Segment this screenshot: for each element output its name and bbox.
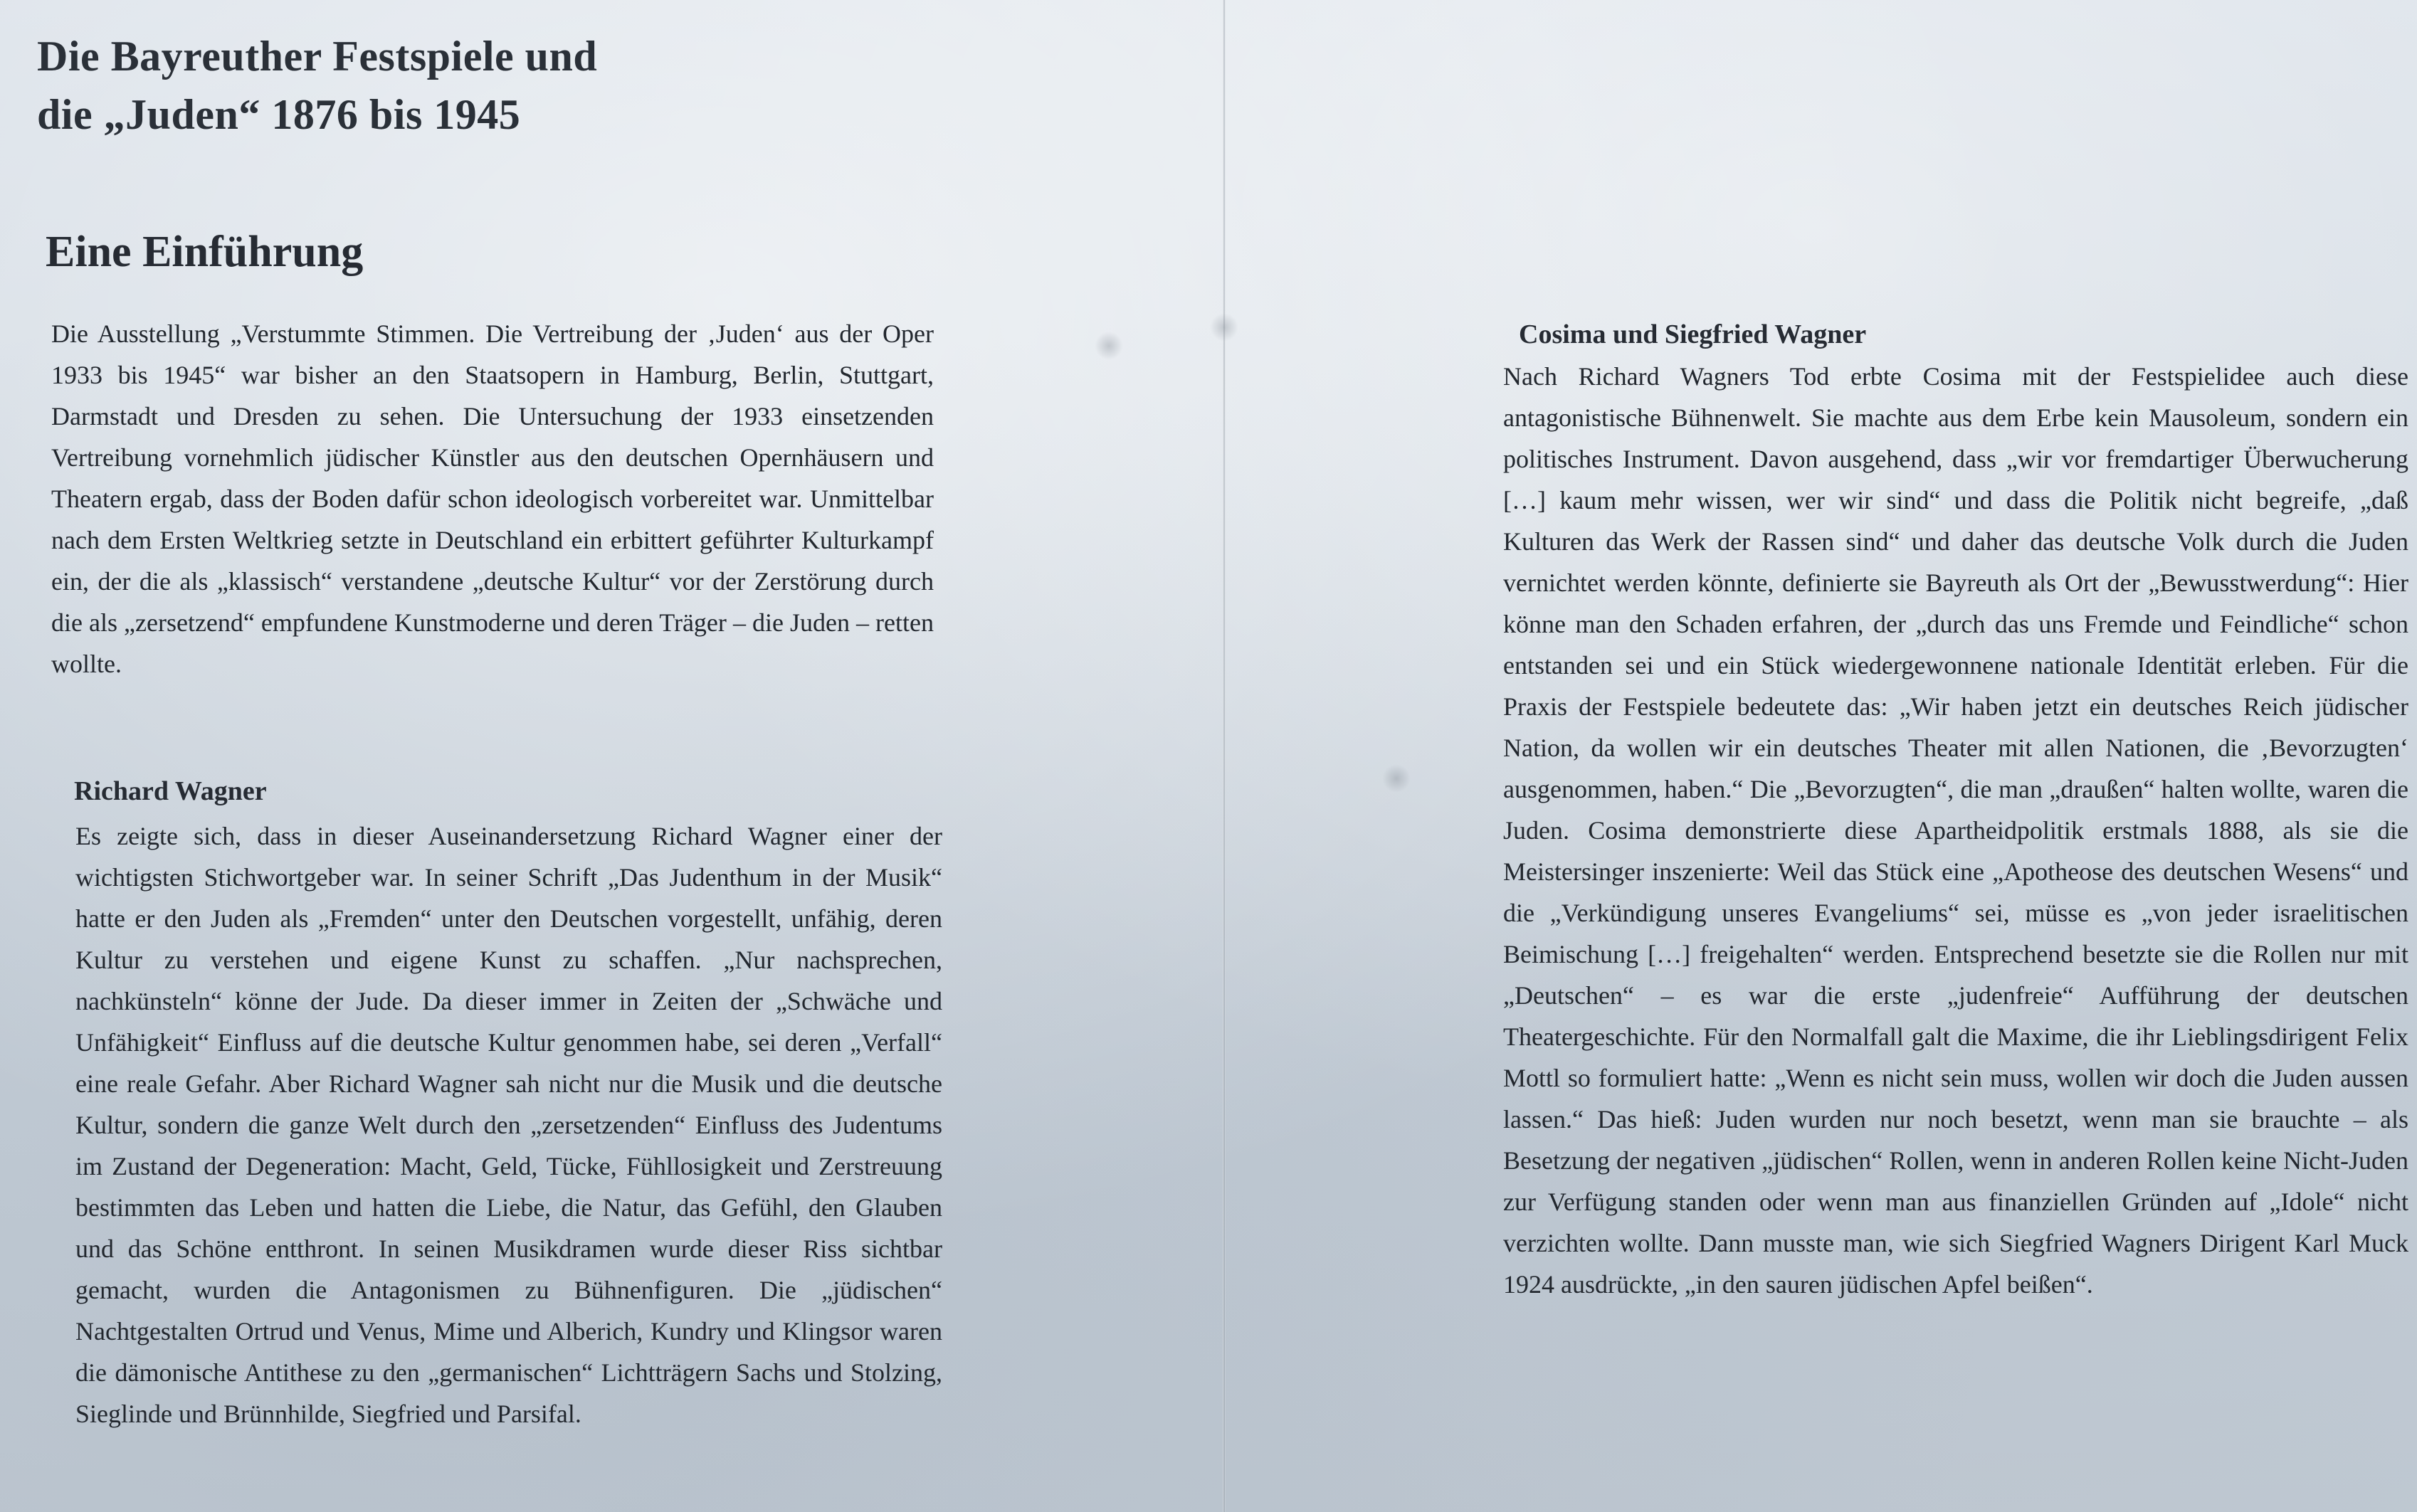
surface-smudge [1210,313,1238,342]
section-heading-richard-wagner: Richard Wagner [74,776,267,806]
surface-smudge [1382,764,1411,793]
panel-divider [1223,0,1226,1512]
surface-smudge [1095,332,1123,360]
intro-heading: Eine Einführung [46,228,364,276]
title-line-2: die „Juden“ 1876 bis 1945 [37,91,521,138]
cosima-siegfried-paragraph [1503,356,2408,1305]
intro-text: Die Ausstellung „Verstummte Stimmen. Die Vertreibung der ‚Juden‘ aus der Oper 1933 bis 1945“ war bisher an den Staatsopern in Hamburg, Berlin, Stuttgart, Darmstadt und Dresden zu sehen. Die Untersuchung der 1933 einsetzenden Vertreibung vornehmlich jüdischer Künstler aus den deutschen Opernhäusern und Theatern ergab, dass der Boden dafür schon ideologisch vorbereitet war. Unmittelbar nach dem Ersten Weltkrieg setzte in Deutschland ein erbittert geführter Kulturkampf ein, der die als „klassisch“ verstandene „deutsche Kultur“ vor der Zerstörung durch die als „zersetzend“ empfundene Kunstmoderne und deren Träger – die Juden – retten wollte. [51,319,934,678]
intro-paragraph [51,313,934,684]
richard-wagner-text: Es zeigte sich, dass in dieser Auseinandersetzung Richard Wagner einer der wichtigsten Stichwortgeber war. In seiner Schrift „Das Judenthum in der Musik“ hatte er den Juden als „Fremden“ unter den Deutschen vorgestellt, unfähig, deren Kultur zu verstehen und eigene Kunst zu schaffen. „Nur nachsprechen, nachkünsteln“ könne der Jude. Da dieser immer in Zeiten der „Schwäche und Unfähigkeit“ Einfluss auf die deutsche Kultur genommen habe, sei deren „Verfall“ eine reale Gefahr. Aber Richard Wagner sah nicht nur die Musik und die deutsche Kultur, sondern die ganze Welt durch den „zersetzenden“ Einfluss des Judentums im Zustand der Degeneration: Macht, Geld, Tücke, Fühllosigkeit und Zerstreuung bestimmten das Leben und hatten die Liebe, die Natur, das Gefühl, den Glauben und das Schöne entthront. In seinen Musikdramen wurde dieser Riss sichtbar gemacht, wurden die Antagonismen zu Bühnenfiguren. Die „jüdischen“ Nachtgestalten Ortrud und Venus, Mime und Alberich, Kundry und Klingsor waren die dämonische Antithese zu den „germanischen“ Lichtträgern Sachs und Stolzing, Sieglinde und Brünnhilde, Siegfried und Parsifal. [75,822,942,1428]
cosima-siegfried-text: Nach Richard Wagners Tod erbte Cosima mit der Festspielidee auch diese antagonistische Bühnenwelt. Sie machte aus dem Erbe kein Mausoleum, sondern ein politisches Instrument. Davon ausgehend, dass „wir vor fremdartiger Überwucherung […] kaum mehr wissen, wer wir sind“ und dass die Politik nicht begreife, „daß Kulturen das Werk der Rassen sind“ und daher das deutsche Volk durch die Juden vernichtet werden könnte, definierte sie Bayreuth als Ort der „Bewusstwerdung“: Hier könne man den Schaden erfahren, der „durch das uns Fremde und Feindliche“ schon entstanden sei und ein Stück wiedergewonnene nationale Identität erleben. Für die Praxis der Festspiele bedeutete das: „Wir haben jetzt ein deutsches Reich jüdischer Nation, da wollen wir ein deutsches Theater mit allen Nationen, die ‚Bevorzugten‘ ausgenommen, haben.“ Die „Bevorzugten“, die man „draußen“ halten wollte, waren die Juden. Cosima demonstrierte diese Apartheidpolitik erstmals 1888, als sie die Meistersinger inszenierte: Weil das Stück eine „Apotheose des deutschen Wesens“ und die „Verkündigung unseres Evangeliums“ sei, müsse es „von jeder israelitischen Beimischung […] freigehalten“ werden. Entsprechend besetzte sie die Rollen nur mit „Deutschen“ – es war die erste „judenfreie“ Aufführung der deutschen Theatergeschichte. Für den Normalfall galt die Maxime, die ihr Lieblingsdirigent Felix Mottl so formuliert hatte: „Wenn es nicht sein muss, wollen wir doch die Juden aussen lassen.“ Das hieß: Juden wurden nur noch besetzt, wenn man sie brauchte – als Besetzung der negativen „jüdischen“ Rollen, wenn in anderen Rollen keine Nicht-Juden zur Verfügung standen oder wenn man aus finanziellen Gründen auf „Idole“ nicht verzichten wollte. Dann musste man, wie sich Siegfried Wagners Dirigent Karl Muck 1924 ausdrückte, „in den sauren jüdischen Apfel beißen“. [1503,362,2408,1299]
page-title [37,27,891,144]
richard-wagner-paragraph [75,815,942,1434]
title-line-1: Die Bayreuther Festspiele und [37,33,598,80]
section-heading-cosima-siegfried-wagner: Cosima und Siegfried Wagner [1519,319,1867,349]
